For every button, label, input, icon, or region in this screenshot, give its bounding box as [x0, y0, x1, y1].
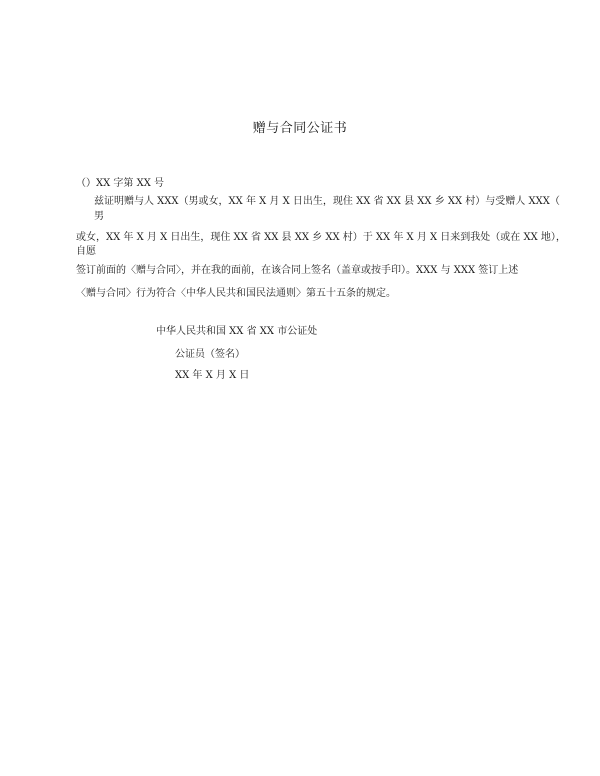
signature-notary: 公证员（签名） [175, 349, 245, 360]
body-line-4: 自愿 [76, 246, 96, 257]
signature-office: 中华人民共和国 XX 省 XX 市公证处 [156, 326, 318, 337]
document-title: 赠与合同公证书 [252, 121, 348, 136]
body-line-6: 〈赠与合同〉行为符合〈中华人民共和国民法通则〉第五十五条的规定。 [76, 288, 396, 299]
body-line-5: 签订前面的〈赠与合同〉，并在我的面前，在该合同上签名（盖章或按手印）。XXX 与 XXX 签订上述 [76, 265, 519, 276]
document-number: （）XX 字第 XX 号 [76, 178, 165, 189]
signature-date: XX 年 X 月 X 日 [175, 370, 250, 381]
body-line-2: 男 [94, 211, 104, 222]
body-line-3: 或女，XX 年 X 月 X 日出生，现住 XX 省 XX 县 XX 乡 XX 村）于 XX 年 X 月 X 日来到我处（或在 XX 地）， [76, 232, 566, 243]
body-line-1: 兹证明赠与人 XXX（男或女，XX 年 X 月 X 日出生，现住 XX 省 XX 县 XX 乡 XX 村）与受赠人 XXX（ [94, 196, 560, 207]
